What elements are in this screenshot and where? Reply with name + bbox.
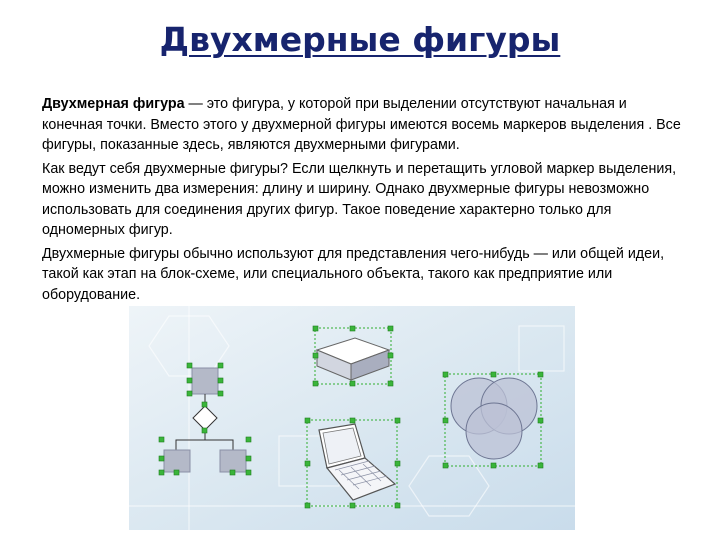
flowchart-top-square — [192, 368, 218, 394]
two-dimensional-shapes-illustration — [129, 306, 575, 530]
flowchart-right-square — [220, 450, 246, 472]
flowchart-left-square — [164, 450, 190, 472]
paragraph-1 — [42, 94, 682, 156]
body-text — [42, 94, 682, 308]
defined-term: Двухмерная фигура — [42, 96, 185, 112]
paragraph-2: Как ведут себя двухмерные фигуры? Если щелкнуть и перетащить угловой маркер выделения, можно изменить два измерения: длину и ширину. Однако двухмерные фигуры невозможно использовать для соединения других фигур. Такое поведение характерно только для одномерных фигур. — [42, 160, 677, 238]
paragraph-1-text: — это фигура, у которой при выделении отсутствуют начальная и конечная точки. Вместо этого у двухмерной фигуры имеются восемь маркеров выделения . Все фигуры, показанные здесь, являются двухмерными фигурами. — [42, 96, 681, 153]
page-title: Двухмерные фигуры — [159, 20, 561, 59]
paragraph-3: Двухмерные фигуры обычно используют для представления чего-нибудь — или общей идеи, такой как этап на блок-схеме, или специального объекта, такого как предприятие или оборудование. — [42, 245, 665, 303]
